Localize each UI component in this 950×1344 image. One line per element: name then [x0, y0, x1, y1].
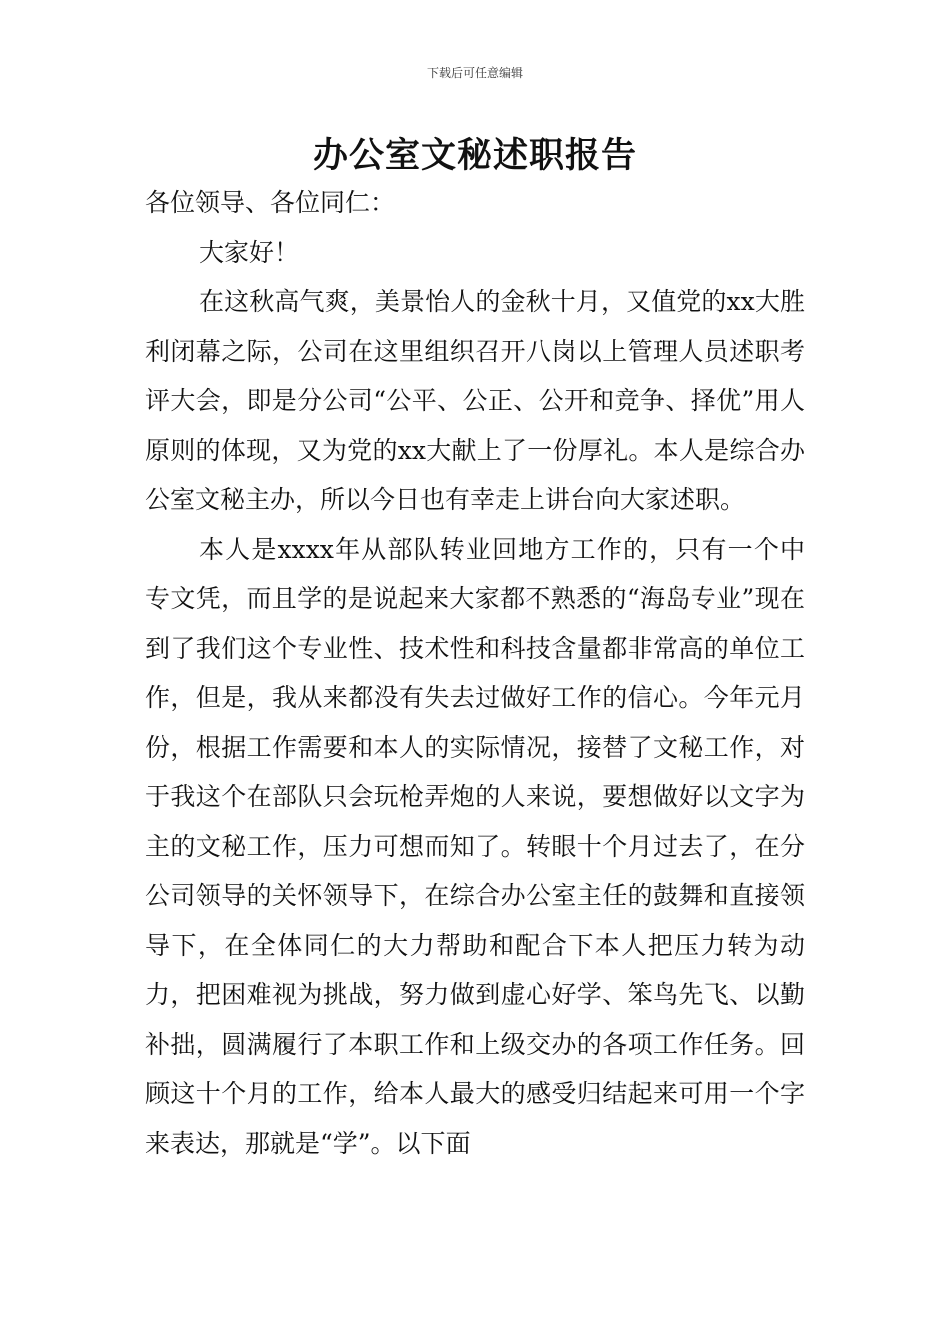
- greeting: 大家好！: [199, 237, 300, 267]
- header-note: 下载后可任意编辑: [426, 66, 523, 80]
- document-title: 办公室文秘述职报告: [312, 135, 637, 176]
- document-body: [145, 178, 805, 1168]
- salutation: 各位领导、各位同仁：: [145, 188, 396, 217]
- paragraph-2: 本人是xxxx年从部队转业回地方工作的，只有一个中专文凭，而且学的是说起来大家都不熟悉的“海岛专业”现在到了我们这个专业性、技术性和科技含量都非常高的单位工作，但是，我从来都没有失去过做好工作的信心。今年元月份，根据工作需要和本人的实际情况，接替了文秘工作，对于我这个在部队只会玩枪弄炮的人来说，要想做好以文字为主的文秘工作，压力可想而知了。转眼十个月过去了，在分公司领导的关怀领导下，在综合办公室主任的鼓舞和直接领导下，在全体同仁的大力帮助和配合下本人把压力转为动力，把困难视为挑战，努力做到虚心好学、笨鸟先飞、以勤补拙，圆满履行了本职工作和上级交办的各项工作任务。回顾这十个月的工作，给本人最大的感受归结起来可用一个字来表达，那就是“学”。以下面: [145, 534, 805, 1158]
- paragraph-1: 在这秋高气爽，美景怡人的金秋十月，又值党的xx大胜利闭幕之际，公司在这里组织召开八岗以上管理人员述职考评大会，即是分公司“公平、公正、公开和竞争、择优”用人原则的体现，又为党的xx大献上了一份厚礼。本人是综合办公室文秘主办，所以今日也有幸走上讲台向大家述职。: [145, 287, 805, 514]
